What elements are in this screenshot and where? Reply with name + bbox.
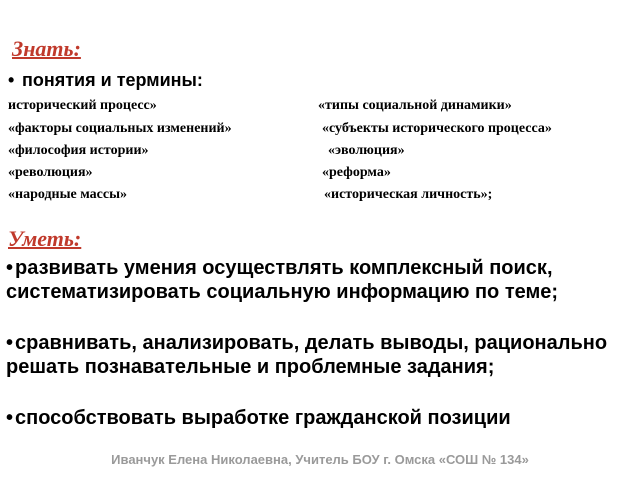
skill-text-2: сравнивать, анализировать, делать выводы, рационально решать познавательные и проблемные задания; <box>6 332 608 378</box>
bullet-icon: • <box>6 257 14 279</box>
concepts-line <box>8 70 203 91</box>
skill-text-3: способствовать выработке гражданской позиции <box>15 407 511 429</box>
skill-text-1: развивать умения осуществлять комплексный поиск, систематизировать социальную информацию по теме; <box>6 257 559 303</box>
skill-item-3 <box>6 406 634 430</box>
term-right-4: «реформа» <box>322 165 391 180</box>
skill-item-1 <box>6 256 634 304</box>
bullet-icon: • <box>6 332 14 354</box>
term-left-2: «факторы социальных изменений» <box>8 121 232 136</box>
know-heading: Знать: <box>12 36 81 61</box>
bullet-icon: • <box>8 70 15 90</box>
term-left-4: «революция» <box>8 165 93 180</box>
term-right-3: «эволюция» <box>328 143 405 158</box>
term-left-5: «народные массы» <box>8 187 128 202</box>
term-right-1: «типы социальной динамики» <box>318 98 512 113</box>
concepts-label: понятия и термины: <box>22 70 203 90</box>
bullet-icon: • <box>6 407 14 429</box>
term-right-2: «субъекты исторического процесса» <box>322 121 552 136</box>
skills-heading: Уметь: <box>8 226 82 251</box>
term-left-1: исторический процесс» <box>8 98 157 113</box>
skill-item-2 <box>6 331 634 379</box>
footer-author: Иванчук Елена Николаевна, Учитель БОУ г. Омска «СОШ № 134» <box>111 452 529 467</box>
term-right-5: «историческая личность»; <box>324 187 493 202</box>
term-left-3: «философия истории» <box>8 143 149 158</box>
